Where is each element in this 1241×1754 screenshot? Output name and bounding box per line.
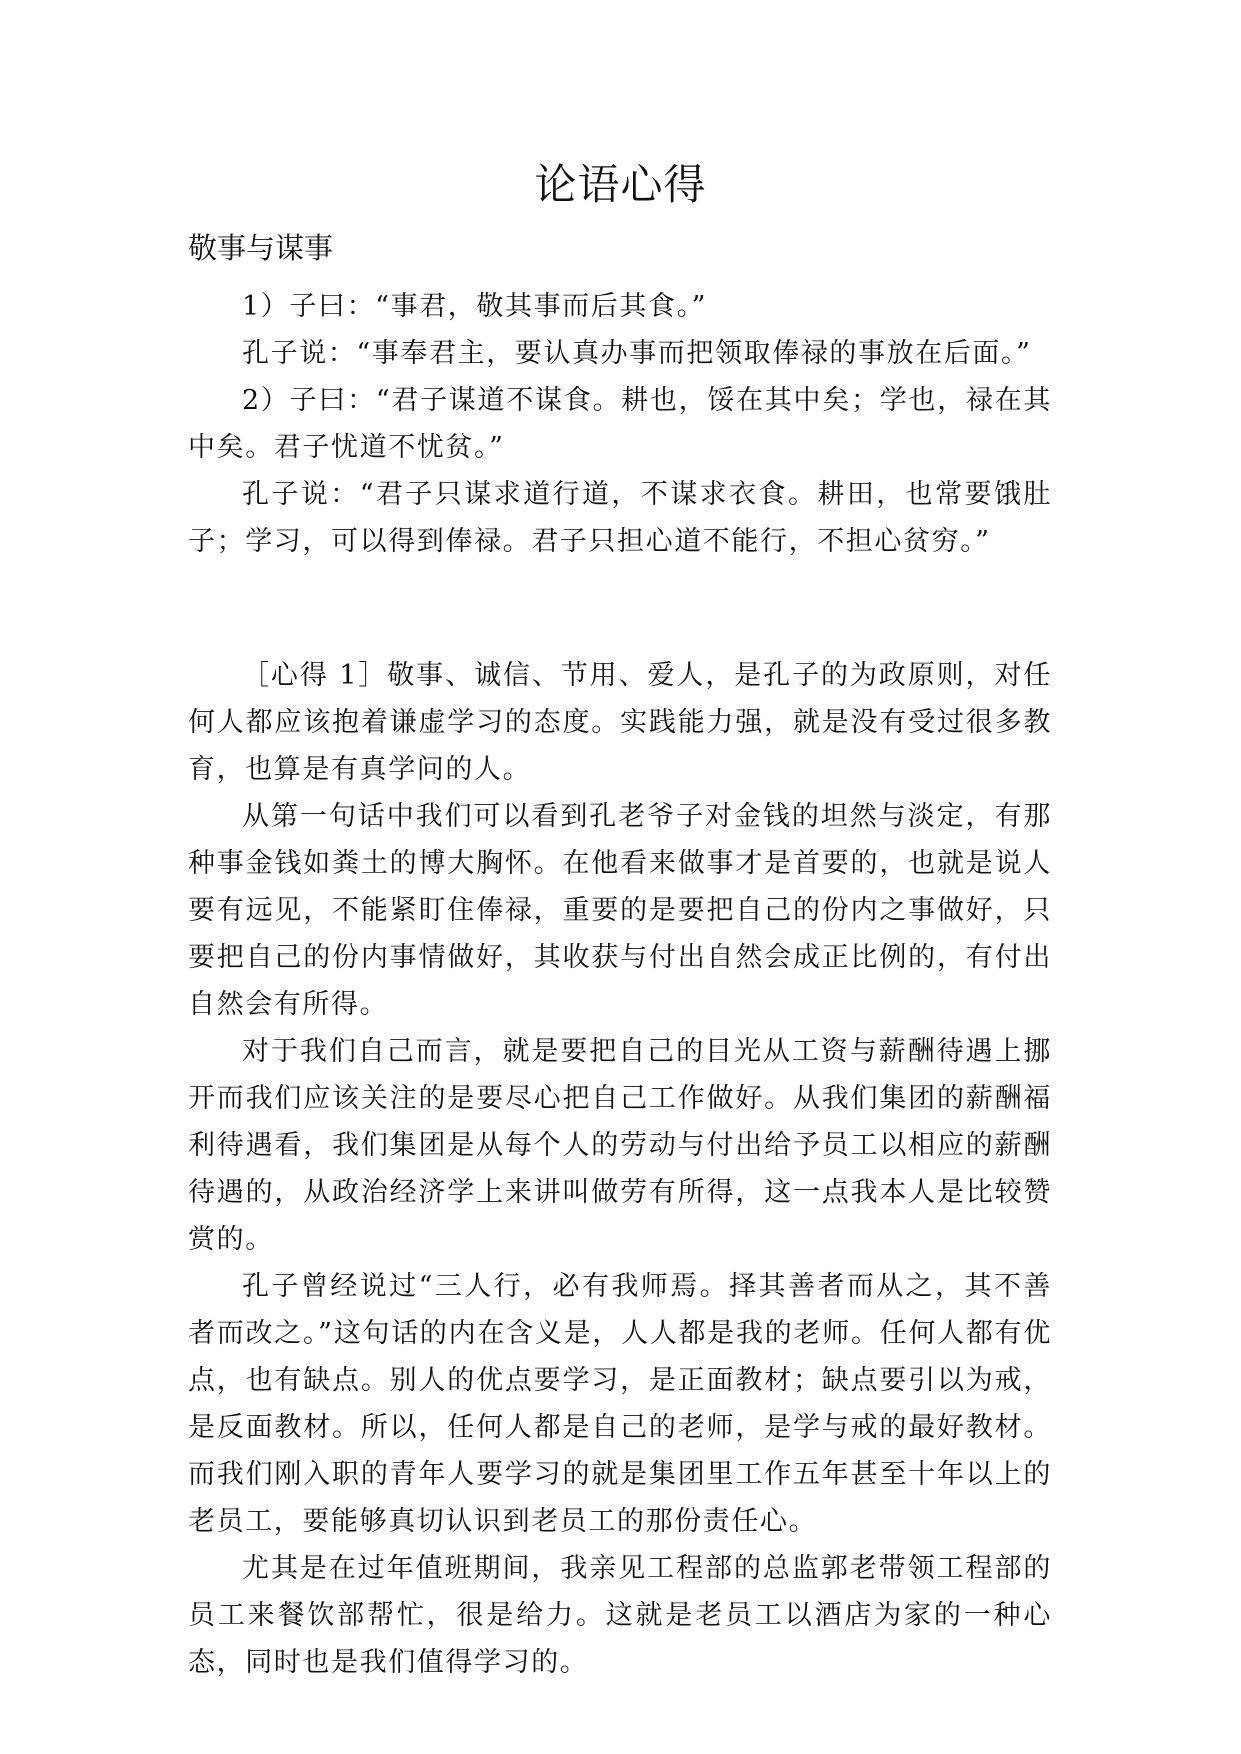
quote-paragraph: 2）子曰：“君子谋道不谋食。耕也，馁在其中矣；学也，禄在其中矣。君子忧道不忧贫。” (188, 385, 1052, 463)
reflection-block (188, 652, 1052, 1686)
reflection-paragraph: ［心得 1］敬事、诚信、节用、爱人，是孔子的为政原则，对任何人都应该抱着谦虚学习的态度。实践能力强，就是没有受过很多教育，也算是有真学问的人。 (188, 660, 1052, 785)
document-title: 论语心得 (534, 160, 707, 209)
reflection-paragraph: 从第一句话中我们可以看到孔老爷子对金钱的坦然与淡定，有那种事金钱如粪土的博大胸怀。在他看来做事才是首要的，也就是说人要有远见，不能紧盯住俸禄，重要的是要把自己的份内之事做好，只要把自己的份内事情做好，其收获与付出自然会成正比例的，有付出自然会有所得。 (188, 801, 1052, 1020)
quote-paragraph: 1）子曰：“事君，敬其事而后其食。” (242, 291, 708, 322)
reflection-paragraph: 孔子曾经说过“三人行，必有我师焉。择其善者而从之，其不善者而改之。”这句话的内在含义是，人人都是我的老师。任何人都有优点，也有缺点。别人的优点要学习，是正面教材；缺点要引以为戒，是反面教材。所以，任何人都是自己的老师，是学与戒的最好教材。而我们刚入职的青年人要学习的就是集团里工作五年甚至十年以上的老员工，要能够真切认识到老员工的那份责任心。 (188, 1271, 1052, 1537)
quote-block (188, 283, 1052, 565)
section-heading: 敬事与谋事 (188, 231, 334, 265)
reflection-paragraph: 尤其是在过年值班期间，我亲见工程部的总监郭老带领工程部的员工来餐饮部帮忙，很是给力。这就是老员工以酒店为家的一种心态，同时也是我们值得学习的。 (188, 1553, 1052, 1678)
reflection-paragraph: 对于我们自己而言，就是要把自己的目光从工资与薪酬待遇上挪开而我们应该关注的是要尽心把自己工作做好。从我们集团的薪酬福利待遇看，我们集团是从每个人的劳动与付出给予员工以相应的薪酬待遇的，从政治经济学上来讲叫做劳有所得，这一点我本人是比较赞赏的。 (188, 1036, 1052, 1255)
quote-paragraph: 孔子说：“事奉君主，要认真办事而把领取俸禄的事放在后面。” (242, 338, 1032, 369)
quote-paragraph: 孔子说：“君子只谋求道行道，不谋求衣食。耕田，也常要饿肚子；学习，可以得到俸禄。君子只担心道不能行，不担心贫穷。” (188, 479, 1052, 557)
